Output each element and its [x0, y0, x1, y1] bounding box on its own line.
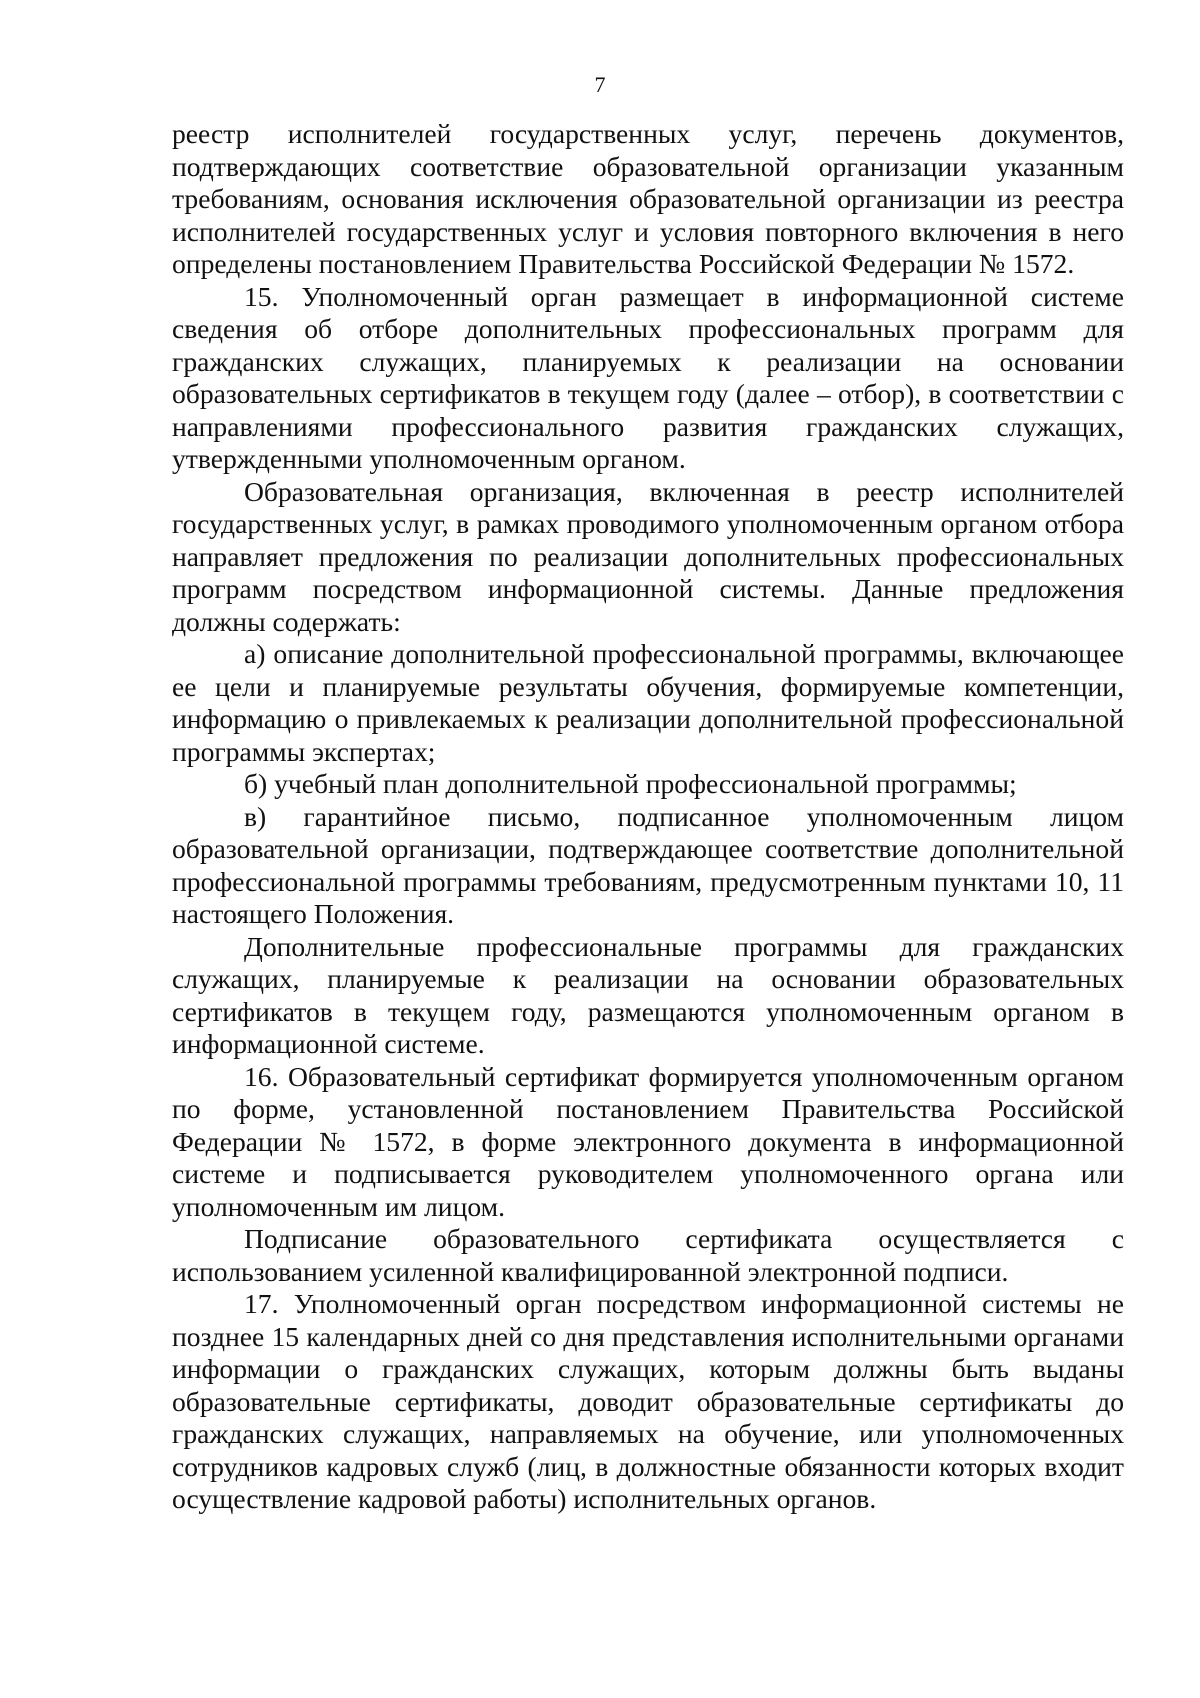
document-body	[172, 118, 1124, 1516]
paragraph-item-v: в) гарантийное письмо, подписанное уполномоченным лицом образовательной организации, подтверждающее соответствие дополнительной профессиональной программы требованиям, предусмотренным пунктами 10, 11 настоящего Положения.	[172, 800, 1124, 929]
paragraph-signature: Подписание образовательного сертификата осуществляется с использованием усиленной квалифицированной электронной подписи.	[172, 1223, 1124, 1287]
paragraph-programs-placement: Дополнительные профессиональные программы для гражданских служащих, планируемые к реализации на основании образовательных сертификатов в текущем году, размещаются уполномоченным органом в информационной системе.	[172, 930, 1124, 1059]
paragraph-clause-15: 15. Уполномоченный орган размещает в информационной системе сведения об отборе дополнительных профессиональных программ для гражданских служащих, планируемых к реализации на основании образовательных сертификатов в текущем году (далее – отбор), в соответствии с направлениями профессионального развития гражданских служащих, утвержденными уполномоченным органом.	[172, 280, 1124, 474]
paragraph-clause-17: 17. Уполномоченный орган посредством информационной системы не позднее 15 календарных дней со дня представления исполнительными органами информации о гражданских служащих, которым должны быть выданы образовательные сертификаты, доводит образовательные сертификаты до гражданских служащих, направляемых на обучение, или уполномоченных сотрудников кадровых служб (лиц, в должностные обязанности которых входит осуществление кадровой работы) исполнительных органов.	[172, 1288, 1124, 1514]
paragraph-clause-16: 16. Образовательный сертификат формируется уполномоченным органом по форме, установленной постановлением Правительства Российской Федерации № 1572, в форме электронного документа в информационной системе и подписывается руководителем уполномоченного органа или уполномоченным им лицом.	[172, 1060, 1124, 1222]
paragraph-registry-continuation: реестр исполнителей государственных услуг, перечень документов, подтверждающих соответствие образовательной организации указанным требованиям, основания исключения образовательной организации из реестра исполнителей государственных услуг и условия повторного включения в него определены постановлением Правительства Российской Федерации № 1572.	[172, 118, 1124, 279]
paragraph-proposals: Образовательная организация, включенная в реестр исполнителей государственных услуг, в рамках проводимого уполномоченным органом отбора направляет предложения по реализации дополнительных профессиональных программ посредством информационной системы. Данные предложения должны содержать:	[172, 475, 1124, 637]
page-number: 7	[594, 72, 606, 97]
paragraph-item-a: а) описание дополнительной профессиональной программы, включающее ее цели и планируемые результаты обучения, формируемые компетенции, информацию о привлекаемых к реализации дополнительной профессиональной программы экспертах;	[172, 638, 1124, 767]
paragraph-item-b: б) учебный план дополнительной профессиональной программы;	[244, 768, 1017, 799]
